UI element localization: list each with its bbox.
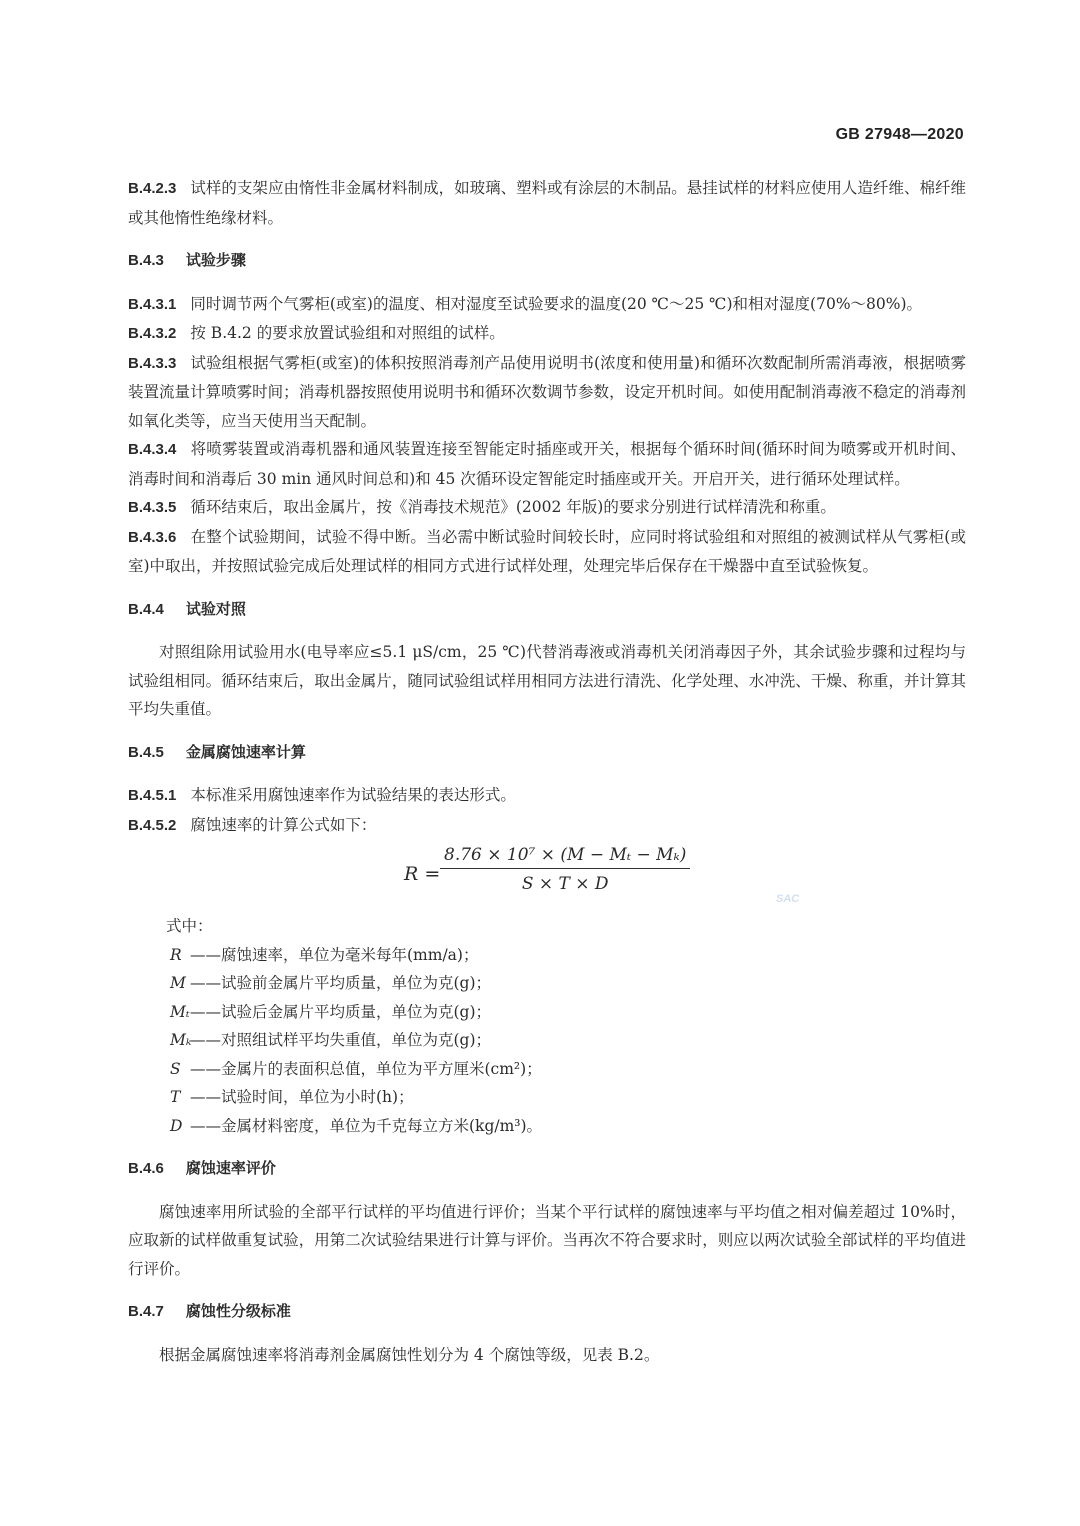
clause-text: 试样的支架应由惰性非金属材料制成，如玻璃、塑料或有涂层的木制品。悬挂试样的材料应使用人造纤维、棉纤维或其他惰性绝缘材料。: [128, 179, 966, 227]
legend-title: 式中：: [166, 917, 213, 935]
clause-text: 将喷雾装置或消毒机器和通风装置连接至智能定时插座或开关，根据每个循环时间(循环时间为喷雾或开机时间、消毒时间和消毒后 30 min 通风时间总和)和 45 次循环设定智能定时插座或开关。开启开关，进行循环处理试样。: [128, 440, 966, 488]
legend-symbol: Mₜ: [170, 1002, 190, 1021]
clause-b452: [128, 811, 966, 841]
heading-number: B.4.4: [128, 600, 164, 618]
corrosion-rate-formula: [128, 842, 966, 906]
paragraph-b46: 腐蚀速率用所试验的全部平行试样的平均值进行评价；当某个平行试样的腐蚀速率与平均值之相对偏差超过 10%时，应取新的试样做重复试验，用第二次试验结果进行计算与评价。当再次不符合要求时，则应以两次试验全部试样的平均值进行评价。: [128, 1202, 966, 1278]
legend-description: ——试验前金属片平均质量，单位为克(g)；: [190, 974, 492, 992]
clause-number: B.4.3.6: [128, 528, 177, 546]
clause-text: 按 B.4.2 的要求放置试验组和对照组的试样。: [190, 324, 505, 342]
legend-symbol: R: [170, 945, 182, 964]
legend-symbol: T: [170, 1088, 181, 1106]
legend-description: ——金属材料密度，单位为千克每立方米(kg/m³)。: [190, 1116, 543, 1135]
heading-number: B.4.6: [128, 1160, 164, 1177]
clause-b433: [128, 349, 966, 436]
clause-number: B.4.3.5: [128, 499, 177, 516]
heading-number: B.4.3: [128, 252, 164, 269]
formula-lhs: R =: [404, 863, 441, 885]
clause-text: 同时调节两个气雾柜(或室)的温度、相对湿度至试验要求的温度(20 ℃～25 ℃)和相对湿度(70%～80%)。: [190, 294, 923, 313]
paragraph-b47: 根据金属腐蚀速率将消毒剂金属腐蚀性划分为 4 个腐蚀等级，见表 B.2。: [159, 1345, 660, 1364]
clause-b436: [128, 523, 966, 581]
sac-watermark: SAC: [776, 893, 800, 905]
clause-text: 腐蚀速率的计算公式如下：: [190, 815, 377, 834]
heading-title: 试验步骤: [185, 251, 246, 269]
legend-symbol: S: [170, 1059, 181, 1078]
heading-number: B.4.7: [128, 1303, 164, 1320]
legend-symbol: Mₖ: [170, 1031, 192, 1049]
clause-text: 试验组根据气雾柜(或室)的体积按照消毒剂产品使用说明书(浓度和使用量)和循环次数配制所需消毒液，根据喷雾装置流量计算喷雾时间；消毒机器按照使用说明书和循环次数调节参数，设定开机时间。如使用配制消毒液不稳定的消毒剂如氧化类等，应当天使用当天配制。: [128, 353, 966, 430]
clause-b451: [128, 781, 966, 811]
legend-description: ——试验后金属片平均质量，单位为克(g)；: [190, 1002, 492, 1021]
clause-number: B.4.3.2: [128, 325, 177, 342]
heading-b46: [128, 1154, 966, 1184]
heading-title: 腐蚀速率评价: [185, 1159, 276, 1177]
clause-text: 循环结束后，取出金属片，按《消毒技术规范》(2002 年版)的要求分别进行试样清洗和称重。: [190, 498, 836, 516]
formula-numerator: 8.76 × 10⁷ × (M − Mₜ − Mₖ): [440, 842, 690, 869]
clause-b432: [128, 319, 966, 349]
heading-title: 腐蚀性分级标准: [185, 1302, 291, 1320]
legend-item: [128, 1083, 966, 1112]
heading-title: 金属腐蚀速率计算: [185, 742, 306, 761]
formula-denominator: S × T × D: [521, 874, 609, 894]
legend-description: ——对照组试样平均失重值，单位为克(g)；: [190, 1031, 492, 1049]
legend-symbol: M: [170, 974, 186, 992]
legend-description: ——腐蚀速率，单位为毫米每年(mm/a)；: [190, 945, 479, 964]
legend-item: [128, 1112, 966, 1141]
heading-title: 试验对照: [185, 599, 246, 618]
clause-number: B.4.3.3: [128, 354, 177, 372]
clause-b434: [128, 435, 966, 493]
document-body: [128, 174, 966, 1369]
legend-item: [128, 998, 966, 1027]
clause-b435: [128, 493, 966, 523]
legend-symbol: D: [170, 1116, 183, 1135]
clause-number: B.4.5.2: [128, 816, 177, 834]
clause-number: B.4.5.1: [128, 787, 177, 804]
heading-b43: [128, 246, 966, 276]
standard-number: GB 27948—2020: [835, 126, 964, 143]
clause-number: B.4.3.4: [128, 441, 177, 458]
clause-text: 本标准采用腐蚀速率作为试验结果的表达形式。: [190, 786, 516, 804]
clause-number: B.4.2.3: [128, 180, 177, 197]
legend-item: [128, 969, 966, 998]
clause-text: 在整个试验期间，试验不得中断。当必需中断试验时间较长时，应同时将试验组和对照组的被测试样从气雾柜(或室)中取出，并按照试验完成后处理试样的相同方式进行试样处理，处理完毕后保存在干燥器中直至试验恢复。: [128, 527, 966, 575]
legend-description: ——试验时间，单位为小时(h)；: [190, 1088, 414, 1106]
clause-number: B.4.3.1: [128, 295, 177, 313]
paragraph-b44: 对照组除用试验用水(电导率应≤5.1 μS/cm，25 ℃)代替消毒液或消毒机关闭消毒因子外，其余试验步骤和过程均与试验组相同。循环结束后，取出金属片，随同试验组试样用相同方法进行清洗、化学处理、水冲洗、干燥、称重，并计算其平均失重值。: [128, 643, 966, 718]
legend-item: [128, 1026, 966, 1055]
clause-b431: [128, 290, 966, 320]
symbol-legend: [128, 941, 966, 1141]
legend-item: [128, 1055, 966, 1084]
legend-item: [128, 941, 966, 970]
heading-number: B.4.5: [128, 743, 164, 761]
heading-b44: [128, 595, 966, 625]
clause-b423: [128, 174, 966, 232]
legend-description: ——金属片的表面积总值，单位为平方厘米(cm²)；: [190, 1059, 542, 1078]
formula-fraction: [440, 842, 690, 899]
heading-b47: [128, 1297, 966, 1327]
heading-b45: [128, 738, 966, 768]
